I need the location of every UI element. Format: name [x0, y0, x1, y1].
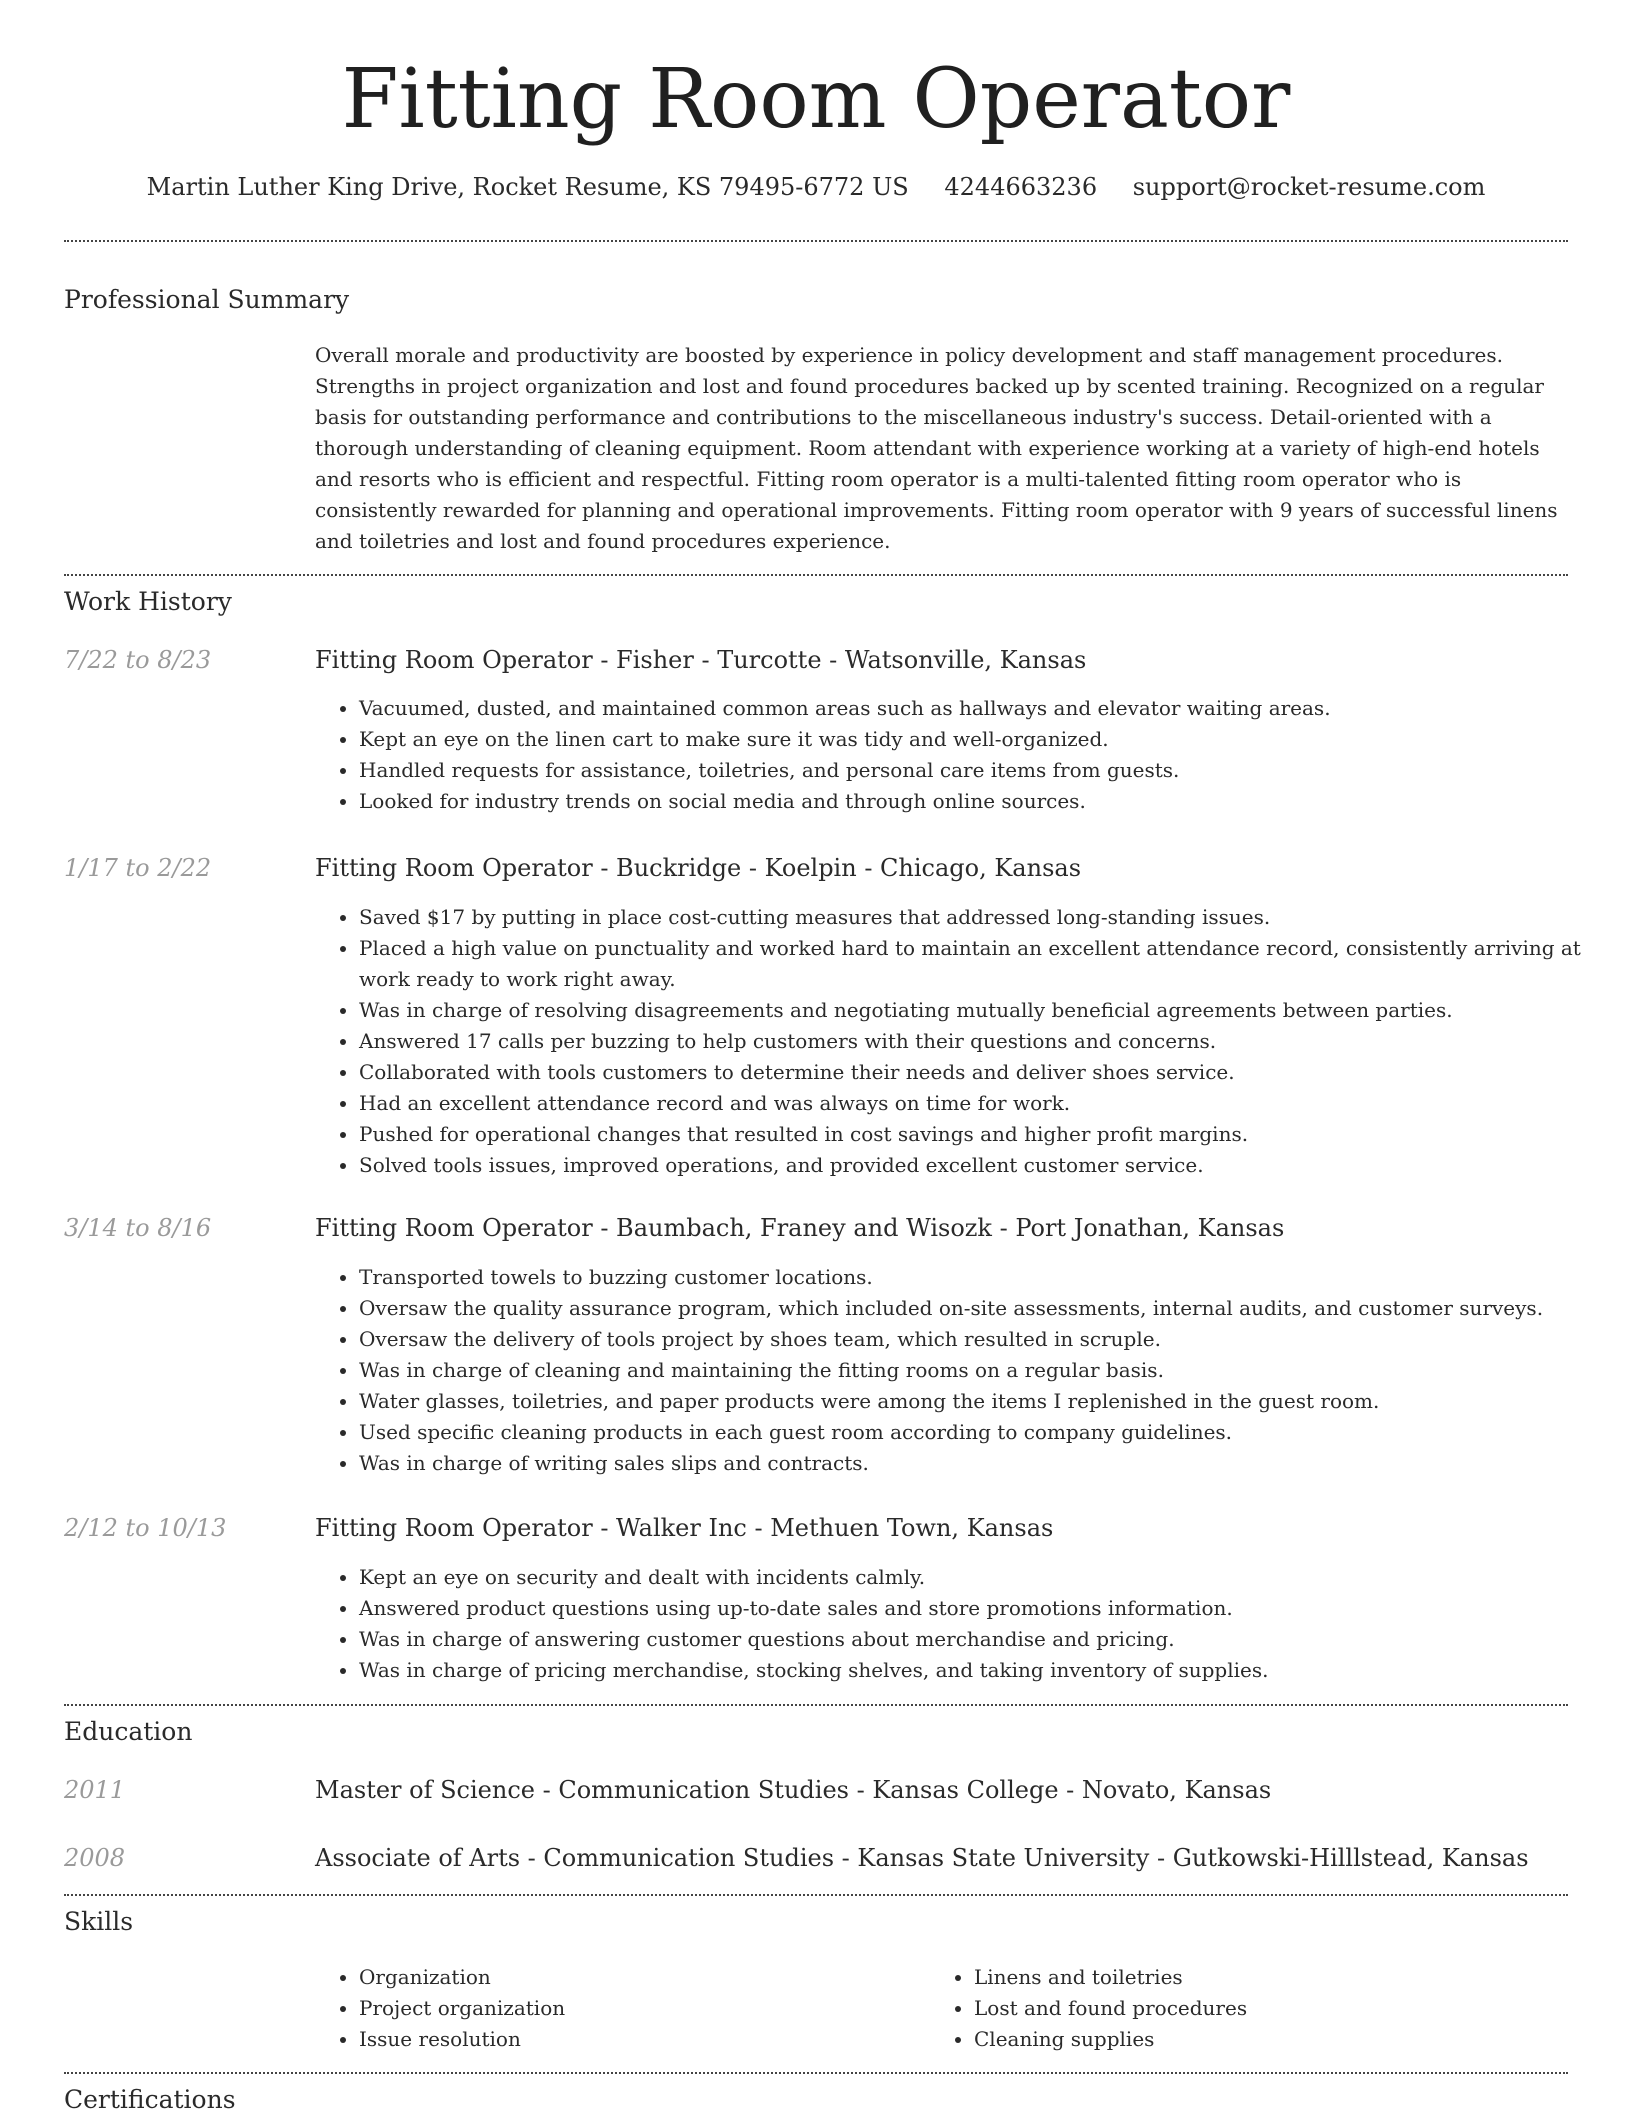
education-degree: Master of Science - Communication Studies - Kansas College - Novato, Kansas	[315, 1776, 1272, 1804]
contact-phone: 4244663236	[944, 173, 1098, 201]
job-title: Fitting Room Operator - Buckridge - Koelpin - Chicago, Kansas	[315, 854, 1082, 882]
list-item: • Transported towels to buzzing customer locations.	[359, 1262, 1609, 1293]
list-item: • Was in charge of writing sales slips and contracts.	[359, 1448, 1609, 1479]
list-item: • Organization	[359, 1962, 919, 1993]
list-item: • Placed a high value on punctuality and worked hard to maintain an excellent attendance record, consistently arriving at work ready to work right away.	[359, 933, 1609, 995]
job-dates: 2/12 to 10/13	[64, 1514, 227, 1542]
list-item: • Looked for industry trends on social media and through online sources.	[359, 786, 1609, 817]
education-degree: Associate of Arts - Communication Studies - Kansas State University - Gutkowski-Hilllstead, Kansas	[315, 1844, 1529, 1872]
list-item: • Was in charge of answering customer questions about merchandise and pricing.	[359, 1624, 1609, 1655]
job-title: Fitting Room Operator - Fisher - Turcotte - Watsonville, Kansas	[315, 646, 1087, 674]
skills-heading: Skills	[64, 1907, 134, 1936]
list-item: • Was in charge of pricing merchandise, stocking shelves, and taking inventory of supplies.	[359, 1655, 1609, 1686]
list-item: • Water glasses, toiletries, and paper products were among the items I replenished in the guest room.	[359, 1386, 1609, 1417]
list-item: • Saved $17 by putting in place cost-cutting measures that addressed long-standing issues.	[359, 902, 1609, 933]
skills-list-right	[930, 1962, 1574, 2055]
list-item: • Handled requests for assistance, toiletries, and personal care items from guests.	[359, 755, 1609, 786]
list-item: • Pushed for operational changes that resulted in cost savings and higher profit margins.	[359, 1119, 1609, 1150]
list-item: • Used specific cleaning products in each guest room according to company guidelines.	[359, 1417, 1609, 1448]
list-item: • Was in charge of resolving disagreements and negotiating mutually beneficial agreements between parties.	[359, 995, 1609, 1026]
contact-address: Martin Luther King Drive, Rocket Resume, KS 79495-6772 US	[146, 173, 909, 201]
list-item: • Had an excellent attendance record and was always on time for work.	[359, 1088, 1609, 1119]
job-dates: 3/14 to 8/16	[64, 1214, 212, 1242]
section-divider	[64, 1894, 1568, 1896]
job-bullets	[315, 1562, 1609, 1686]
work-history-heading: Work History	[64, 587, 232, 616]
section-divider	[64, 2072, 1568, 2074]
candidate-name: Fitting Room Operator	[341, 52, 1291, 147]
list-item: • Issue resolution	[359, 2024, 919, 2055]
education-heading: Education	[64, 1717, 193, 1746]
job-bullets	[315, 1262, 1609, 1479]
list-item: • Kept an eye on security and dealt with incidents calmly.	[359, 1562, 1609, 1593]
list-item: • Cleaning supplies	[974, 2024, 1574, 2055]
section-divider	[64, 240, 1568, 242]
section-divider	[64, 574, 1568, 576]
education-year: 2008	[64, 1844, 126, 1872]
job-dates: 7/22 to 8/23	[64, 646, 212, 674]
contact-email[interactable]: support@rocket-resume.com	[1132, 173, 1486, 201]
job-title: Fitting Room Operator - Walker Inc - Methuen Town, Kansas	[315, 1514, 1054, 1542]
job-dates: 1/17 to 2/22	[64, 854, 212, 882]
skills-list-left	[315, 1962, 919, 2055]
list-item: • Project organization	[359, 1993, 919, 2024]
list-item: • Oversaw the delivery of tools project by shoes team, which resulted in scruple.	[359, 1324, 1609, 1355]
summary-text: Overall morale and productivity are boosted by experience in policy development and staff management procedures. Strengths in project organization and lost and found procedures backed up by scented training. Recognized on a regular basis for outstanding performance and contributions to the miscellaneous industry's success. Detail-oriented with a thorough understanding of cleaning equipment. Room attendant with experience working at a variety of high-end hotels and resorts who is efficient and respectful. Fitting room operator is a multi-talented fitting room operator who is consistently rewarded for planning and operational improvements. Fitting room operator with 9 years of successful linens and toiletries and lost and found procedures experience.	[315, 343, 1558, 553]
education-year: 2011	[64, 1776, 126, 1804]
contact-line	[0, 171, 1632, 203]
certifications-heading: Certifications	[64, 2085, 236, 2114]
list-item: • Vacuumed, dusted, and maintained common areas such as hallways and elevator waiting areas.	[359, 693, 1609, 724]
list-item: • Kept an eye on the linen cart to make sure it was tidy and well-organized.	[359, 724, 1609, 755]
list-item: • Lost and found procedures	[974, 1993, 1574, 2024]
list-item: • Linens and toiletries	[974, 1962, 1574, 1993]
job-title: Fitting Room Operator - Baumbach, Franey and Wisozk - Port Jonathan, Kansas	[315, 1214, 1285, 1242]
list-item: • Oversaw the quality assurance program, which included on-site assessments, internal audits, and customer surveys.	[359, 1293, 1609, 1324]
list-item: • Answered product questions using up-to-date sales and store promotions information.	[359, 1593, 1609, 1624]
list-item: • Was in charge of cleaning and maintaining the fitting rooms on a regular basis.	[359, 1355, 1609, 1386]
section-divider	[64, 1704, 1568, 1706]
list-item: • Solved tools issues, improved operations, and provided excellent customer service.	[359, 1150, 1609, 1181]
list-item: • Collaborated with tools customers to determine their needs and deliver shoes service.	[359, 1057, 1609, 1088]
job-bullets	[315, 693, 1609, 817]
list-item: • Answered 17 calls per buzzing to help customers with their questions and concerns.	[359, 1026, 1609, 1057]
job-bullets	[315, 902, 1609, 1181]
summary-heading: Professional Summary	[64, 285, 350, 314]
